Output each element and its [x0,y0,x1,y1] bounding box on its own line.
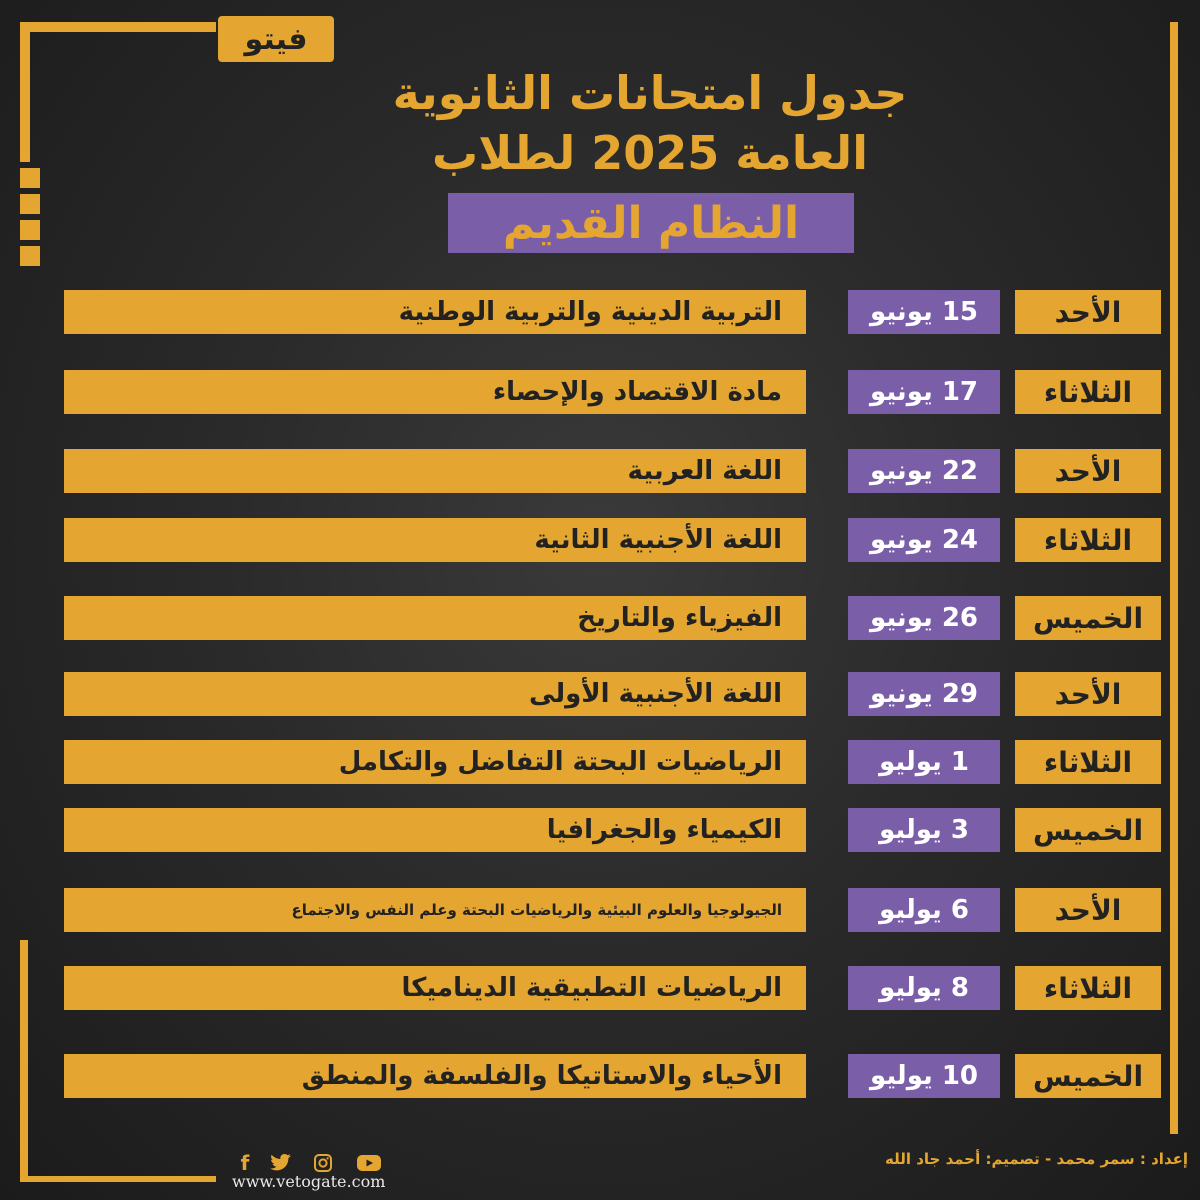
brand-logo [218,16,334,62]
table-row [0,290,1200,334]
date-cell: 10 يوليو [848,1054,1000,1098]
table-row [0,518,1200,562]
day-cell: الثلاثاء [1015,518,1161,562]
table-row [0,672,1200,716]
frame-left-block-2 [20,194,40,214]
subject-cell: اللغة الأجنبية الأولى [64,672,806,716]
day-cell: الأحد [1015,672,1161,716]
subject-cell: مادة الاقتصاد والإحصاء [64,370,806,414]
title-line-1: جدول امتحانات الثانوية [392,66,908,120]
table-row [0,966,1200,1010]
frame-left-block-1 [20,168,40,188]
table-row [0,596,1200,640]
date-cell: 22 يونيو [848,449,1000,493]
title-line-2: العامة 2025 لطلاب [432,126,868,180]
title-highlight-box [448,193,854,253]
table-row [0,740,1200,784]
subject-cell: الأحياء والاستاتيكا والفلسفة والمنطق [64,1054,806,1098]
date-cell: 8 يوليو [848,966,1000,1010]
day-cell: الأحد [1015,290,1161,334]
table-row [0,808,1200,852]
frame-left-bar-top [20,22,30,162]
day-cell: الخميس [1015,808,1161,852]
subject-cell: الرياضيات البحتة التفاضل والتكامل [64,740,806,784]
title-highlight: النظام القديم [502,197,800,249]
table-row [0,1054,1200,1098]
subject-cell: الرياضيات التطبيقية الديناميكا [64,966,806,1010]
website-url[interactable]: www.vetogate.com [232,1172,386,1191]
subject-cell: الجيولوجيا والعلوم البيئية والرياضيات البحتة وعلم النفس والاجتماع [64,888,806,932]
day-cell: الخميس [1015,596,1161,640]
date-cell: 15 يونيو [848,290,1000,334]
frame-left-block-3 [20,220,40,240]
subject-cell: الفيزياء والتاريخ [64,596,806,640]
day-cell: الثلاثاء [1015,740,1161,784]
credit-text: إعداد : سمر محمد - تصميم: أحمد جاد الله [884,1150,1188,1168]
frame-bottom-bar [20,1176,216,1182]
date-cell: 3 يوليو [848,808,1000,852]
table-row [0,888,1200,932]
subject-cell: اللغة العربية [64,449,806,493]
day-cell: الخميس [1015,1054,1161,1098]
date-cell: 6 يوليو [848,888,1000,932]
date-cell: 26 يونيو [848,596,1000,640]
day-cell: الأحد [1015,449,1161,493]
subject-cell: الكيمياء والجغرافيا [64,808,806,852]
day-cell: الأحد [1015,888,1161,932]
day-cell: الثلاثاء [1015,370,1161,414]
frame-left-block-4 [20,246,40,266]
date-cell: 24 يونيو [848,518,1000,562]
frame-top-bar [20,22,216,32]
date-cell: 29 يونيو [848,672,1000,716]
table-row [0,449,1200,493]
day-cell: الثلاثاء [1015,966,1161,1010]
subject-cell: التربية الدينية والتربية الوطنية [64,290,806,334]
date-cell: 17 يونيو [848,370,1000,414]
subject-cell: اللغة الأجنبية الثانية [64,518,806,562]
logo-text: فيتو [244,21,308,57]
facebook-icon[interactable]: f [240,1151,250,1175]
table-row [0,370,1200,414]
date-cell: 1 يوليو [848,740,1000,784]
